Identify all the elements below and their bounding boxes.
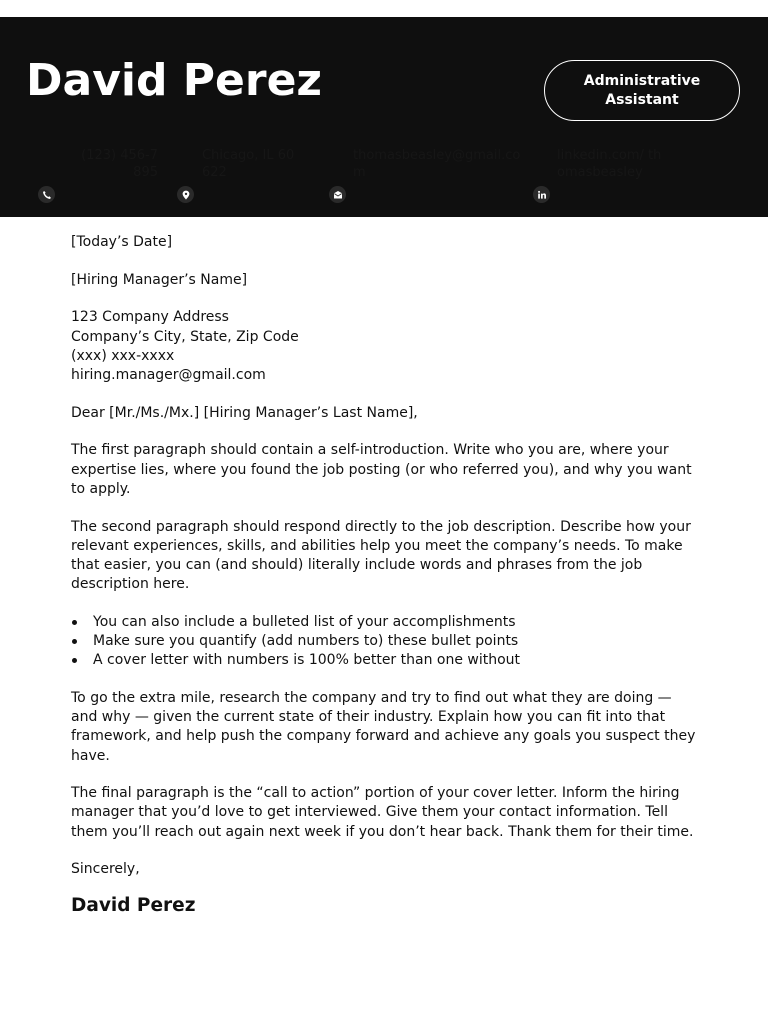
location-pin-icon [177,186,194,203]
body-paragraph: The first paragraph should contain a self-introduction. Write who you are, where your expertise lies, where you found the job posting (or who referred you), and why you want to apply. [71,442,692,497]
sign-off: Sincerely, [71,861,140,878]
address-line: hiring.manager@gmail.com [71,367,266,384]
signature-name: David Perez [71,895,196,917]
body-paragraph: The second paragraph should respond directly to the job description. Describe how your relevant experiences, skills, and abilities help you meet the company’s needs. To make that easier, you can (and should) literally include words and phrases from the job description here. [71,518,691,593]
address-line: (xxx) xxx-xxxx [71,347,175,364]
linkedin-text: linkedin.com/ thomasbeasley [557,148,662,180]
salutation: Dear [Mr./Ms./Mx.] [Hiring Manager’s Last Name], [71,404,418,421]
recipient-name: [Hiring Manager’s Name] [71,271,248,288]
list-item: A cover letter with numbers is 100% better than one without [71,651,701,670]
accomplishment-list [71,613,701,671]
list-item: Make sure you quantify (add numbers to) these bullet points [71,632,701,651]
location-text: Chicago, IL 60622 [202,148,295,180]
email-text: thomasbeasley@gmail.com [353,148,521,180]
address-line: Company’s City, State, Zip Code [71,328,299,345]
body-paragraph: The final paragraph is the “call to action” portion of your cover letter. Inform the hiring manager that you’d love to get interviewed. Give them your contact information. Tell them you’ll reach out again next week if you don’t hear back. Thank them for their time. [71,785,694,840]
list-item: You can also include a bulleted list of your accomplishments [71,613,701,632]
applicant-name: David Perez [26,55,323,106]
letter-body [71,233,701,918]
recipient-address [71,308,701,385]
job-title-badge: Administrative Assistant [544,60,740,121]
envelope-icon [329,186,346,203]
phone-text: (123) 456-7895 [81,148,158,180]
letter-date: [Today’s Date] [71,234,173,250]
linkedin-icon [533,186,550,203]
address-line: 123 Company Address [71,309,229,326]
phone-icon [38,186,55,203]
body-paragraph: To go the extra mile, research the company and try to find out what they are doing — and why — given the current state of their industry. Explain how you can fit into that framework, and help push the company forward and achieve any goals you suspect they have. [71,689,696,764]
